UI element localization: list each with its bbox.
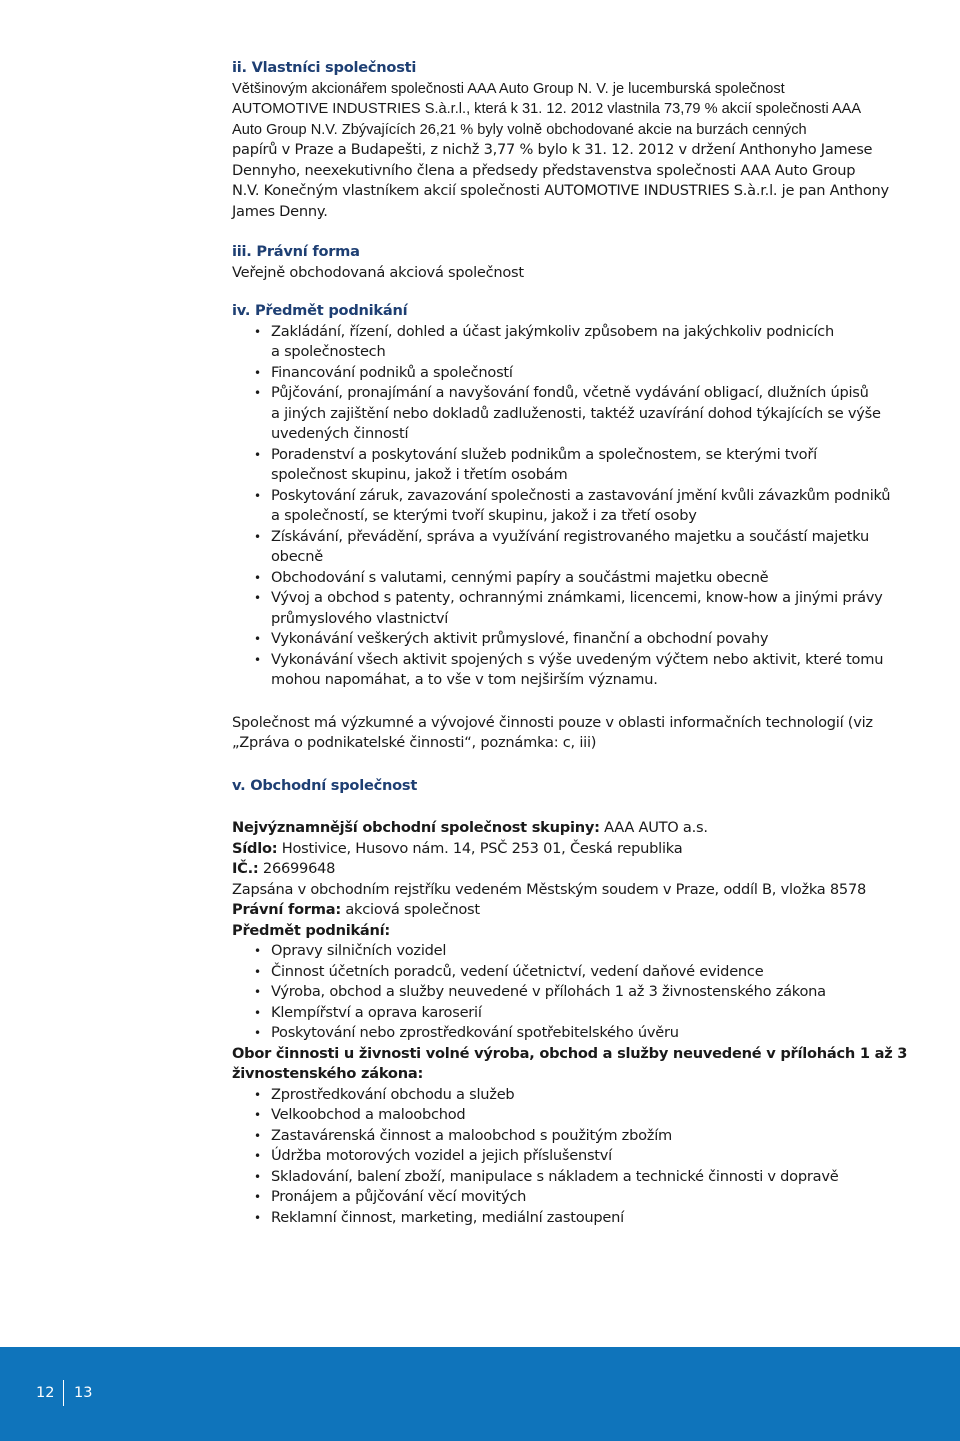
legal-form-label: Právní forma: — [232, 901, 341, 918]
section-iv-heading: iv. Předmět podnikání — [232, 302, 408, 319]
business-label — [232, 921, 912, 942]
line: • Poradenství a poskytování služeb podnikům a společnostem, se kterými tvoří — [271, 445, 817, 463]
list-item: • Klempířství a oprava karoserií — [232, 1003, 912, 1024]
page-number-divider — [63, 1380, 64, 1406]
line: • Obchodování s valutami, cennými papíry a součástmi majetku obecně — [271, 568, 769, 586]
footer-bar — [0, 1347, 960, 1441]
free-trade-label-line: Obor činnosti u živnosti volné výroba, obchod a služby neuvedené v přílohách 1 až 3 — [232, 1044, 908, 1062]
line: • Zakládání, řízení, dohled a účast jakýmkoliv způsobem na jakýchkoliv podnicích — [271, 322, 834, 340]
line: • Poskytování záruk, zavazování společnosti a zastavování jmění kvůli závazkům podniků — [271, 486, 891, 504]
text-line: Společnost má výzkumné a vývojové činnosti pouze v oblasti informačních technologií (viz — [232, 713, 873, 731]
list-item: • Skladování, balení zboží, manipulace s nákladem a technické činnosti v dopravě — [232, 1167, 912, 1188]
seat-line — [232, 839, 912, 860]
list-item: • Zprostředkování obchodu a služeb — [232, 1085, 912, 1106]
list-item — [232, 588, 912, 629]
text-line: Většinovým akcionářem společnosti AAA Auto Group N. V. je lucemburská společnost — [232, 80, 785, 97]
document-body — [232, 58, 912, 1228]
business-label-text: Předmět podnikání: — [232, 921, 390, 939]
line: • Půjčování, pronajímání a navyšování fondů, včetně vydávání obligací, dlužních úpisů — [271, 384, 869, 401]
list-item — [232, 445, 912, 486]
section-iv-note — [232, 713, 912, 754]
section-ii-heading: ii. Vlastníci společnosti — [232, 59, 417, 76]
line: • Financování podniků a společností — [271, 363, 513, 381]
section-ii-paragraph-cont — [232, 140, 912, 222]
line: mohou napomáhat, a to vše v tom nejširším významu. — [271, 671, 658, 688]
line: • Vykonávání všech aktivit spojených s výše uvedeným výčtem nebo aktivit, které tomu — [271, 650, 884, 668]
list-item — [232, 486, 912, 527]
legal-form-value: akciová společnost — [340, 901, 480, 918]
line: uvedených činností — [271, 425, 409, 442]
list-item — [232, 322, 912, 363]
list-item — [232, 363, 912, 384]
business-list — [232, 941, 912, 1044]
list-item: • Údržba motorových vozidel a jejich příslušenství — [232, 1146, 912, 1167]
line: • Získávání, převádění, správa a využívání registrovaného majetku a součástí majetku — [271, 527, 870, 545]
text-line: N.V. Konečným vlastníkem akcií společnosti AUTOMOTIVE INDUSTRIES S.à.r.l. je pan Anthony — [232, 182, 889, 199]
free-trade-list — [232, 1085, 912, 1229]
list-item: • Opravy silničních vozidel — [232, 941, 912, 962]
text-line: papírů v Praze a Budapešti, z nichž 3,77 % bylo k 31. 12. 2012 v držení Anthonyho Jamese — [232, 141, 873, 158]
list-item — [232, 383, 912, 445]
line: průmyslového vlastnictví — [271, 609, 449, 627]
section-iii-heading: iii. Právní forma — [232, 243, 360, 260]
list-item — [232, 650, 912, 691]
list-item: • Zastavárenská činnost a maloobchod s použitým zbožím — [232, 1126, 912, 1147]
ic-line — [232, 859, 912, 880]
list-item: • Pronájem a půjčování věcí movitých — [232, 1187, 912, 1208]
line: • Vývoj a obchod s patenty, ochrannými známkami, licencemi, know-how a jinými právy — [271, 589, 883, 606]
line: a společnostech — [271, 343, 386, 360]
section-iii-text: Veřejně obchodovaná akciová společnost — [232, 263, 524, 281]
text-line: „Zpráva o podnikatelské činnosti“, poznámka: c, iii) — [232, 734, 597, 751]
free-trade-label-2 — [232, 1064, 912, 1085]
list-item: • Reklamní činnost, marketing, mediální zastoupení — [232, 1208, 912, 1229]
list-item: • Velkoobchod a maloobchod — [232, 1105, 912, 1126]
company-details — [232, 818, 912, 1228]
line: společnost skupinu, jakož i třetím osobám — [271, 466, 568, 483]
list-item — [232, 527, 912, 568]
page-number-left: 12 — [36, 1385, 55, 1401]
list-item — [232, 568, 912, 589]
text-line: Dennyho, neexekutivního člena a předsedy představenstva společnosti AAA Auto Group — [232, 161, 856, 179]
seat-label: Sídlo: — [232, 839, 278, 857]
line: • Vykonávání veškerých aktivit průmyslové, finanční a obchodní povahy — [271, 630, 769, 647]
ic-label: IČ.: — [232, 860, 259, 877]
text-line: AUTOMOTIVE INDUSTRIES S.à.r.l., která k 31. 12. 2012 vlastnila 73,79 % akcií společnosti AAA — [232, 101, 862, 117]
free-trade-label-line: živnostenského zákona: — [232, 1065, 424, 1082]
list-item — [232, 629, 912, 650]
seat-value: Hostivice, Husovo nám. 14, PSČ 253 01, Česká republika — [277, 839, 683, 857]
line: a společností, se kterými tvoří skupinu, jakož i za třetí osoby — [271, 507, 697, 524]
list-item: • Poskytování nebo zprostředkování spotřebitelského úvěru — [232, 1023, 912, 1044]
text-line: Auto Group N.V. Zbývajících 26,21 % byly volně obchodované akcie na burzách cenných — [232, 121, 807, 138]
company-line — [232, 818, 912, 839]
section-v-heading: v. Obchodní společnost — [232, 776, 418, 794]
company-value: AAA AUTO a.s. — [599, 819, 708, 836]
company-label: Nejvýznamnější obchodní společnost skupiny: — [232, 819, 600, 836]
line: obecně — [271, 548, 323, 565]
list-item: • Činnost účetních poradců, vedení účetnictví, vedení daňové evidence — [232, 962, 912, 983]
section-iv-list — [232, 322, 912, 691]
ic-value: 26699648 — [258, 860, 336, 877]
registry-line: Zapsána v obchodním rejstříku vedeném Městským soudem v Praze, oddíl B, vložka 8578 — [232, 880, 867, 898]
line: a jiných zajištění nebo dokladů zadluženosti, taktéž uzavírání dohod týkajících se výše — [271, 404, 881, 422]
list-item: • Výroba, obchod a služby neuvedené v přílohách 1 až 3 živnostenského zákona — [232, 982, 912, 1003]
legal-form-line — [232, 900, 912, 921]
free-trade-label — [232, 1044, 912, 1065]
text-line: James Denny. — [232, 202, 328, 220]
section-ii-paragraph — [232, 79, 912, 141]
page-number-right: 13 — [74, 1385, 93, 1401]
